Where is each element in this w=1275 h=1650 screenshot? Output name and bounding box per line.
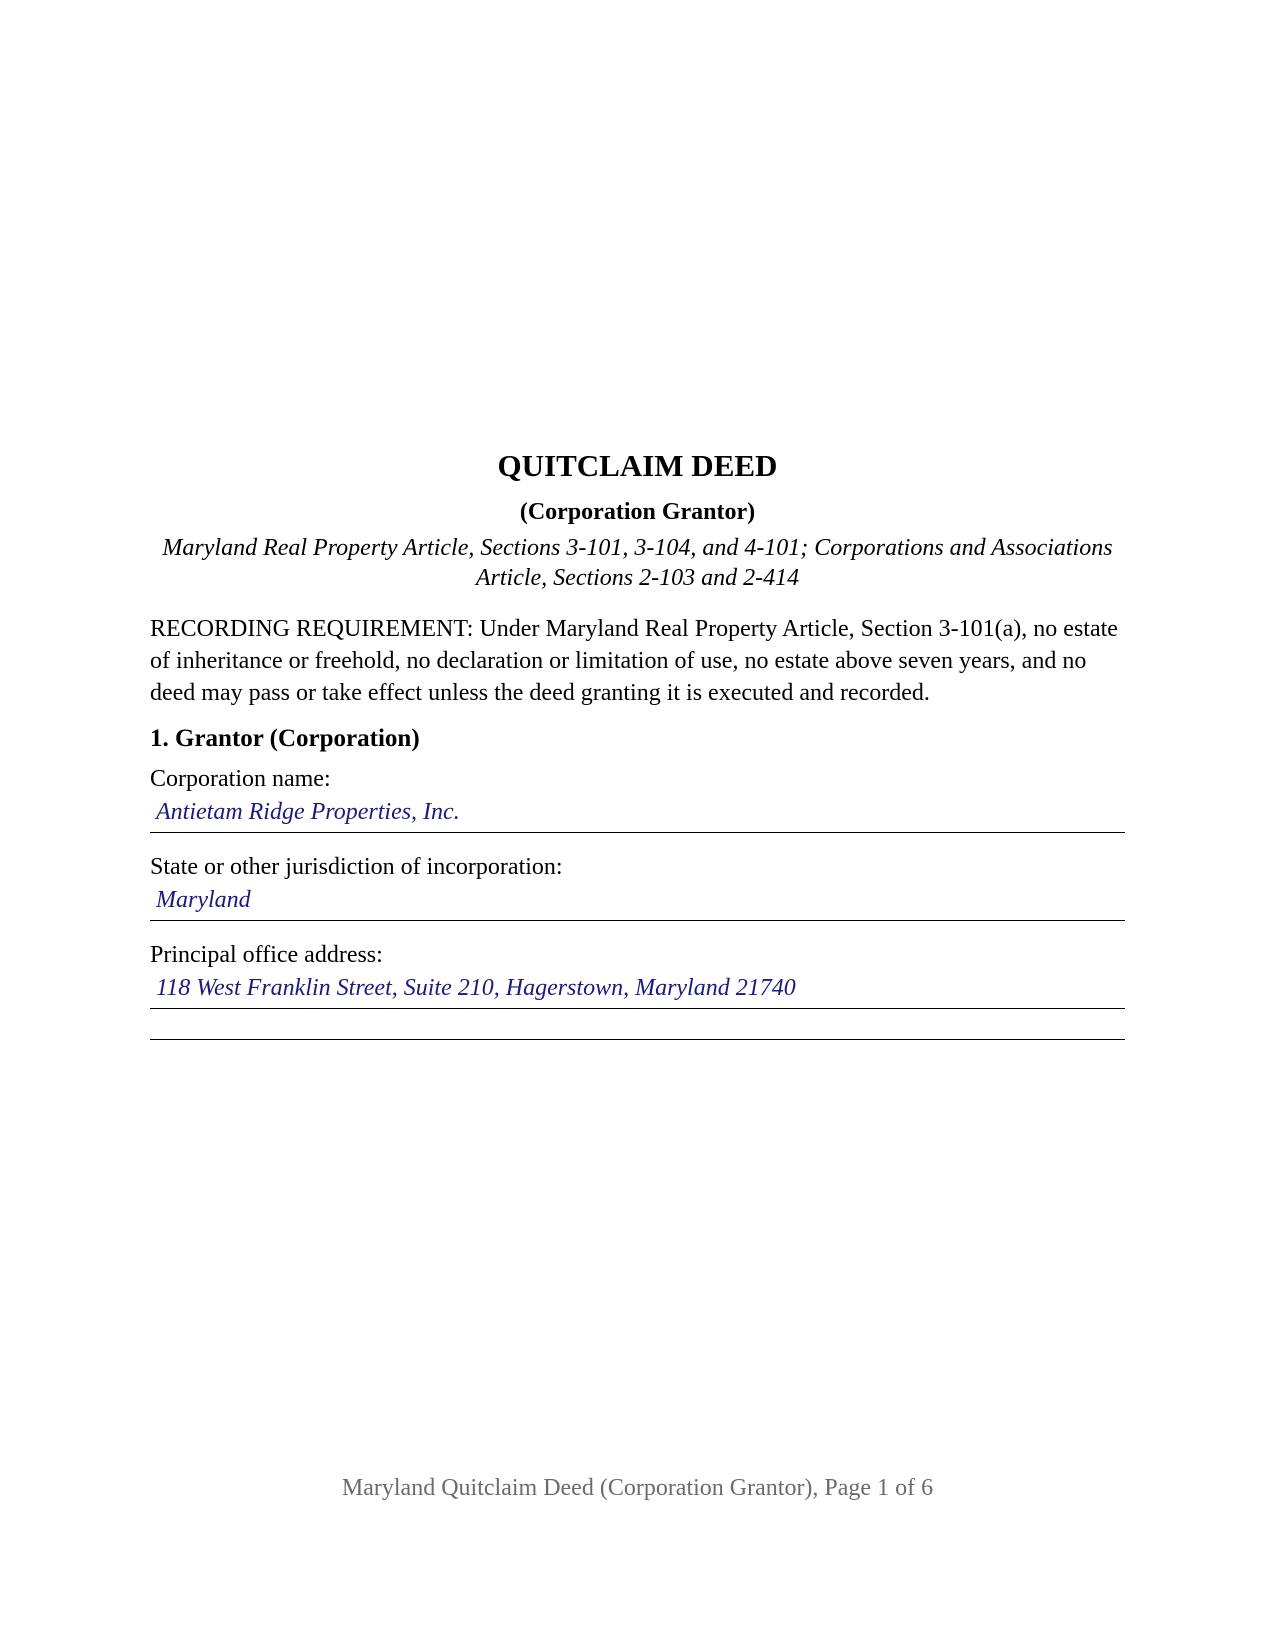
corporation-name-label: Corporation name: xyxy=(150,766,331,792)
page-footer: Maryland Quitclaim Deed (Corporation Grantor), Page 1 of 6 xyxy=(341,1475,934,1501)
recording-requirement: RECORDING REQUIREMENT: Under Maryland Real Property Article, Section 3-101(a), no estate of inheritance or freehold, no declaration or limitation of use, no estate above seven years, and no deed may pass or take effect unless the deed granting it is executed and recorded. xyxy=(150,616,1118,706)
document-body xyxy=(150,447,1125,1040)
jurisdiction-label: State or other jurisdiction of incorporation: xyxy=(150,854,563,880)
corporation-name-value[interactable]: Antietam Ridge Properties, Inc. xyxy=(150,795,1125,833)
principal-office-field xyxy=(150,939,1125,1009)
jurisdiction-field xyxy=(150,851,1125,921)
section-heading-grantor: 1. Grantor (Corporation) xyxy=(150,725,420,752)
principal-office-value[interactable]: 118 West Franklin Street, Suite 210, Hagerstown, Maryland 21740 xyxy=(150,971,1125,1009)
blank-address-line[interactable] xyxy=(150,1039,1125,1040)
document-title: QUITCLAIM DEED xyxy=(497,448,778,483)
jurisdiction-value[interactable]: Maryland xyxy=(150,883,1125,921)
corporation-name-field xyxy=(150,763,1125,833)
principal-office-label: Principal office address: xyxy=(150,942,383,968)
statutory-citation: Maryland Real Property Article, Sections 3-101, 3-104, and 4-101; Corporations and Associations Article, Sections 2-103 and 2-414 xyxy=(162,535,1113,591)
document-subtitle: (Corporation Grantor) xyxy=(519,499,756,525)
